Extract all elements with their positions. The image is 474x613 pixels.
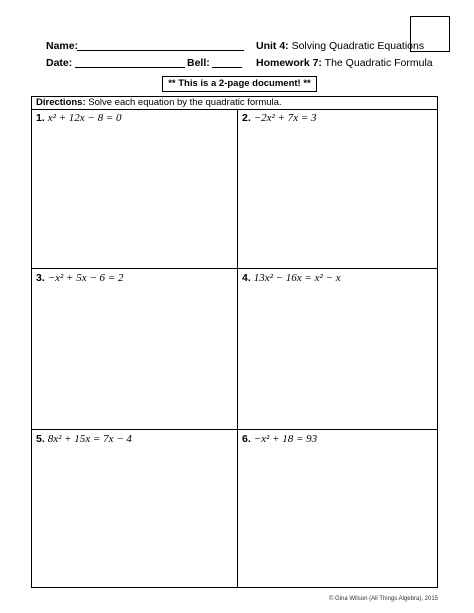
grid-row-divider-2 <box>31 429 438 430</box>
grid-column-divider <box>237 110 238 588</box>
unit-label: Unit 4: <box>256 40 289 52</box>
directions-row <box>31 96 438 110</box>
problem-number: 6. <box>242 433 251 445</box>
problem-2 <box>242 112 317 124</box>
homework-heading <box>256 57 433 69</box>
problem-equation: x² + 12x − 8 = 0 <box>47 112 122 124</box>
bell-label: Bell: <box>187 57 210 69</box>
problem-6 <box>242 433 317 445</box>
grid-row-divider-1 <box>31 268 438 269</box>
problem-number: 3. <box>36 272 45 284</box>
problem-equation: 8x² + 15x = 7x − 4 <box>47 433 132 445</box>
date-field[interactable] <box>75 67 185 68</box>
problem-number: 4. <box>242 272 251 284</box>
problem-equation: −x² + 5x − 6 = 2 <box>47 272 124 284</box>
homework-label: Homework 7: <box>256 57 322 69</box>
two-page-note: ** This is a 2-page document! ** <box>162 76 317 92</box>
homework-title: The Quadratic Formula <box>324 57 433 69</box>
problem-grid <box>31 96 438 588</box>
date-label: Date: <box>46 57 73 69</box>
directions-text: Solve each equation by the quadratic formula. <box>88 97 282 108</box>
problem-5 <box>36 433 132 445</box>
name-field[interactable] <box>77 50 244 51</box>
copyright-footer: © Gina Wilson (All Things Algebra), 2015 <box>328 596 438 602</box>
problem-1 <box>36 112 122 124</box>
name-label: Name: <box>46 40 79 52</box>
problem-number: 1. <box>36 112 45 124</box>
unit-title: Solving Quadratic Equations <box>291 40 425 52</box>
problem-3 <box>36 272 123 284</box>
problem-number: 5. <box>36 433 45 445</box>
problem-4 <box>242 272 341 284</box>
problem-equation: 13x² − 16x = x² − x <box>253 272 341 284</box>
problem-number: 2. <box>242 112 251 124</box>
directions-label: Directions: <box>36 97 86 108</box>
problem-equation: −2x² + 7x = 3 <box>253 112 317 124</box>
problem-equation: −x² + 18 = 93 <box>253 433 318 445</box>
bell-field[interactable] <box>212 67 242 68</box>
unit-heading <box>256 40 424 52</box>
